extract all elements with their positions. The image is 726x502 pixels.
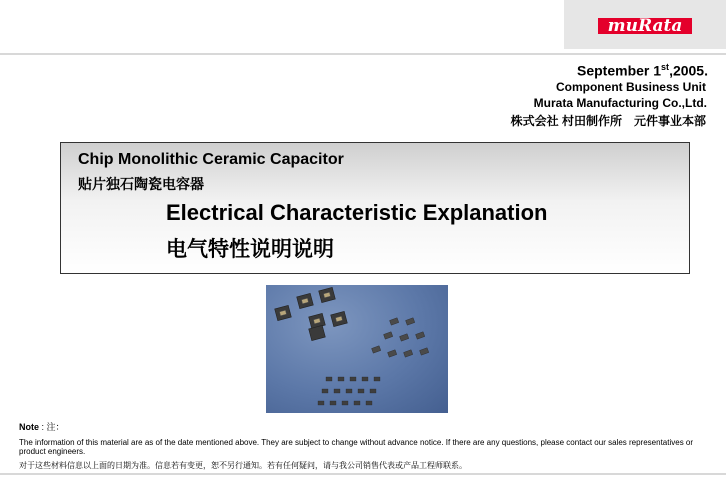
product-title-en: Chip Monolithic Ceramic Capacitor xyxy=(78,151,344,168)
document-title-cn: 电气特性说明说明 xyxy=(166,238,334,261)
business-unit: Component Business Unit xyxy=(555,80,706,94)
company-name-cn: 株式会社 村田制作所 元件事业本部 xyxy=(510,114,706,128)
product-title-cn: 贴片独石陶瓷电容器 xyxy=(78,176,204,192)
top-divider xyxy=(0,53,726,55)
capacitor-photo xyxy=(266,285,448,413)
date-main: September 1 xyxy=(577,62,662,79)
date-tail: ,2005. xyxy=(669,62,708,79)
document-title-en: Electrical Characteristic Explanation xyxy=(166,200,548,225)
note-body-cn: 对于这些材料信息以上面的日期为准。信息若有变更，恕不另行通知。若有任何疑问，请与我公司销售代表或产品工程师联系。 xyxy=(19,461,467,470)
note-body-en: The information of this material are as of the date mentioned above. They are subject to change without advance notice. If there are any questions, please contact our sales representatives or product engineers. xyxy=(19,438,694,456)
date-superscript: st xyxy=(661,62,670,72)
note-label-en: Note xyxy=(19,422,39,432)
note-label: Note : 注： xyxy=(19,422,65,432)
logo-text: muRata xyxy=(607,15,683,36)
title-box xyxy=(60,142,690,274)
capacitor-photo-art xyxy=(266,285,448,413)
bottom-divider xyxy=(0,473,726,475)
company-name: Murata Manufacturing Co.,Ltd. xyxy=(533,96,707,110)
note-label-cn: 注： xyxy=(46,422,65,432)
document-date xyxy=(577,62,708,79)
murata-logo xyxy=(598,8,692,42)
logo-box xyxy=(564,0,726,49)
